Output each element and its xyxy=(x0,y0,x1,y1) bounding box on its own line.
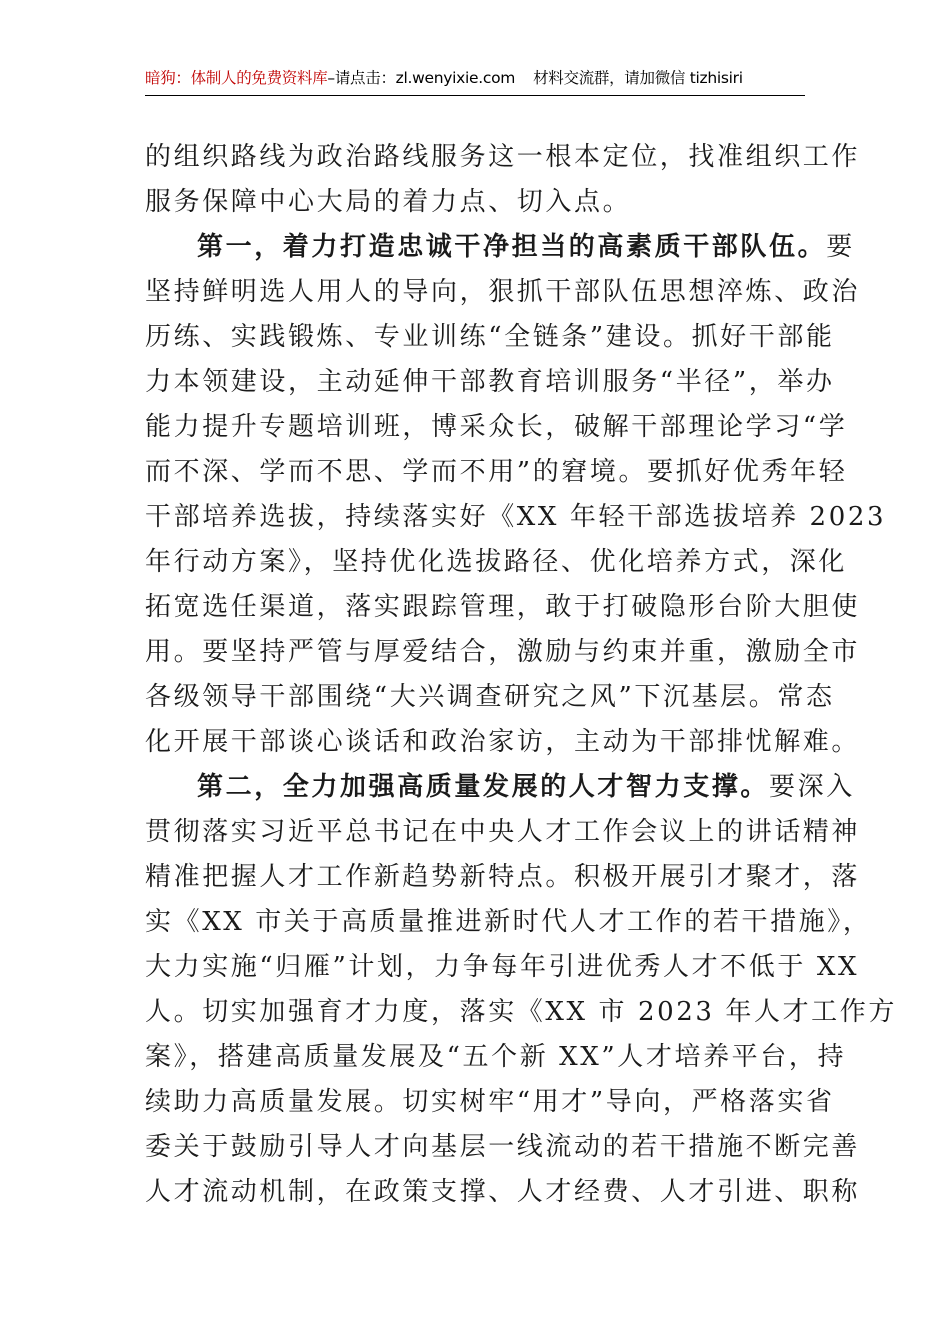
text-line: 委关于鼓励引导人才向基层一线流动的若干措施不断完善 xyxy=(145,1132,861,1162)
text-fragment: 要 xyxy=(826,232,855,262)
header-wechat-text: 材料交流群，请加微信 tizhisiri xyxy=(533,69,743,87)
text-line: 各级领导干部围绕“大兴调查研究之风”下沉基层。常态 xyxy=(145,682,835,712)
text-line: 而不深、学而不思、学而不用”的窘境。要抓好优秀年轻 xyxy=(145,457,848,487)
text-line: 精准把握人才工作新趋势新特点。积极开展引才聚才，落 xyxy=(145,862,861,892)
text-line: 力本领建设，主动延伸干部教育培训服务“半径”，举办 xyxy=(145,367,835,397)
header-site-name: 暗狗：体制人的免费资料库 xyxy=(145,69,328,87)
text-line: 的组织路线为政治路线服务这一根本定位，找准组织工作 xyxy=(145,142,861,172)
text-line xyxy=(145,225,855,270)
text-line: 大力实施“归雁”计划，力争每年引进优秀人才不低于 XX xyxy=(145,952,860,982)
paragraph-intro xyxy=(145,135,861,225)
text-line: 案》，搭建高质量发展及“五个新 XX”人才培养平台，持 xyxy=(145,1042,847,1072)
text-line: 人才流动机制，在政策支撑、人才经费、人才引进、职称 xyxy=(145,1177,861,1207)
text-line: 人。切实加强育才力度，落实《XX 市 2023 年人才工作方 xyxy=(145,997,897,1027)
page-header xyxy=(145,66,805,94)
section-heading-second: 第二，全力加强高质量发展的人才智力支撑。 xyxy=(197,772,770,802)
text-line: 贯彻落实习近平总书记在中央人才工作会议上的讲话精神 xyxy=(145,817,861,847)
text-line: 服务保障中心大局的着力点、切入点。 xyxy=(145,187,632,217)
text-line: 能力提升专题培训班，博采众长，破解干部理论学习“学 xyxy=(145,412,848,442)
paragraph-second xyxy=(145,765,897,1215)
text-line xyxy=(145,765,855,810)
text-line: 用。要坚持严管与厚爱结合，激励与约束并重，激励全市 xyxy=(145,637,861,667)
text-line: 坚持鲜明选人用人的导向，狠抓干部队伍思想淬炼、政治 xyxy=(145,277,861,307)
document-body xyxy=(145,135,897,1215)
text-line: 续助力高质量发展。切实树牢“用才”导向，严格落实省 xyxy=(145,1087,835,1117)
text-line: 年行动方案》，坚持优化选拔路径、优化培养方式，深化 xyxy=(145,547,848,577)
text-line: 拓宽选任渠道，落实跟踪管理，敢于打破隐形台阶大胆使 xyxy=(145,592,861,622)
header-divider xyxy=(145,95,805,96)
text-line: 实《XX 市关于高质量推进新时代人才工作的若干措施》， xyxy=(145,907,872,937)
section-heading-first: 第一，着力打造忠诚干净担当的高素质干部队伍。 xyxy=(197,232,827,262)
text-fragment: 要深入 xyxy=(769,772,855,802)
paragraph-first xyxy=(145,225,887,765)
text-line: 化开展干部谈心谈话和政治家访，主动为干部排忧解难。 xyxy=(145,727,861,757)
text-line: 历练、实践锻炼、专业训练“全链条”建设。抓好干部能 xyxy=(145,322,835,352)
text-line: 干部培养选拔，持续落实好《XX 年轻干部选拔培养 2023 xyxy=(145,502,887,532)
header-link-text[interactable]: –请点击：zl.wenyixie.com xyxy=(327,69,516,87)
